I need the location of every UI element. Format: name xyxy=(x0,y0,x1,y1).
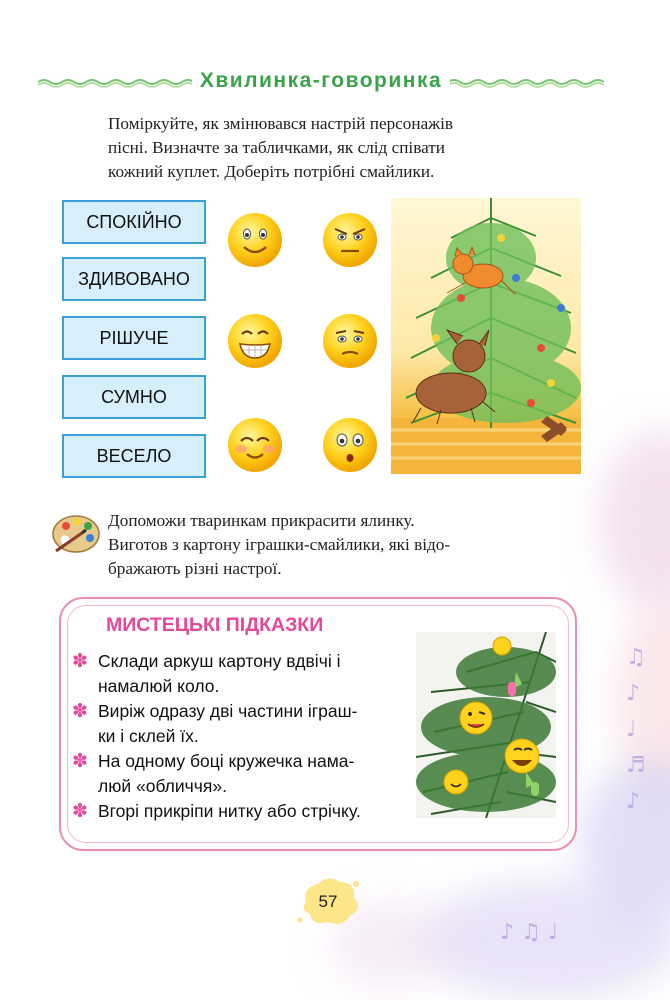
hint-item xyxy=(98,699,388,749)
intro-line: пісні. Визначте за табличками, як слід співати xyxy=(108,138,445,157)
task-paragraph xyxy=(108,509,576,581)
mood-label-determined: РІШУЧЕ xyxy=(62,316,206,360)
task-line: Виготов з картону іграшки-смайлики, які відо- xyxy=(108,535,451,554)
hint-text: На одному боці кружечка нама- xyxy=(98,751,355,771)
intro-line: Поміркуйте, як змінювався настрій персонажів xyxy=(108,114,453,133)
task-line: Допоможи тваринкам прикрасити ялинку. xyxy=(108,511,415,530)
music-notes-icon: ♫ ♪ ♩ ♬ ♪ xyxy=(626,645,646,814)
mood-label-cheerful: ВЕСЕЛО xyxy=(62,434,206,478)
hint-text: Вгорі прикріпи нитку або стрічку. xyxy=(98,801,361,821)
hint-text: Виріж одразу дві частини іграш- xyxy=(98,701,358,721)
music-notes-icon: ♪ ♫ ♩ xyxy=(500,920,559,945)
mood-label-calm: СПОКІЙНО xyxy=(62,200,206,244)
mood-label-sad: СУМНО xyxy=(62,375,206,419)
section-header xyxy=(38,66,604,98)
hint-text: намалюй коло. xyxy=(98,676,220,696)
mood-label-surprised: ЗДИВОВАНО xyxy=(62,257,206,301)
page-number: 57 xyxy=(318,892,338,911)
flower-bullet-icon: ✽ xyxy=(72,650,88,672)
flower-bullet-icon: ✽ xyxy=(72,750,88,772)
smiling-face-icon xyxy=(227,212,283,268)
flower-bullet-icon: ✽ xyxy=(72,800,88,822)
surprised-face-icon xyxy=(322,417,378,473)
intro-paragraph xyxy=(108,112,576,184)
hint-text: ки і склей їх. xyxy=(98,726,199,746)
palette-icon xyxy=(52,513,102,555)
determined-face-icon xyxy=(322,212,378,268)
intro-line: кожний куплет. Доберіть потрібні смайлики. xyxy=(108,162,435,181)
grinning-face-icon xyxy=(227,313,283,369)
hints-title: МИСТЕЦЬКІ ПІДКАЗКИ xyxy=(106,614,324,636)
sad-face-icon xyxy=(322,313,378,369)
flower-bullet-icon: ✽ xyxy=(72,700,88,722)
header-title: Хвилинка-говоринка xyxy=(192,69,450,92)
hint-item xyxy=(98,649,388,699)
christmas-tree-illustration xyxy=(391,198,581,474)
hint-text: Склади аркуш картону вдвічі і xyxy=(98,651,341,671)
blushing-face-icon xyxy=(227,417,283,473)
task-line: бражають різні настрої. xyxy=(108,559,282,578)
hint-item xyxy=(98,749,388,799)
smiley-ornament-photo xyxy=(416,632,556,818)
hint-item xyxy=(98,799,388,824)
hint-text: люй «обличчя». xyxy=(98,776,227,796)
